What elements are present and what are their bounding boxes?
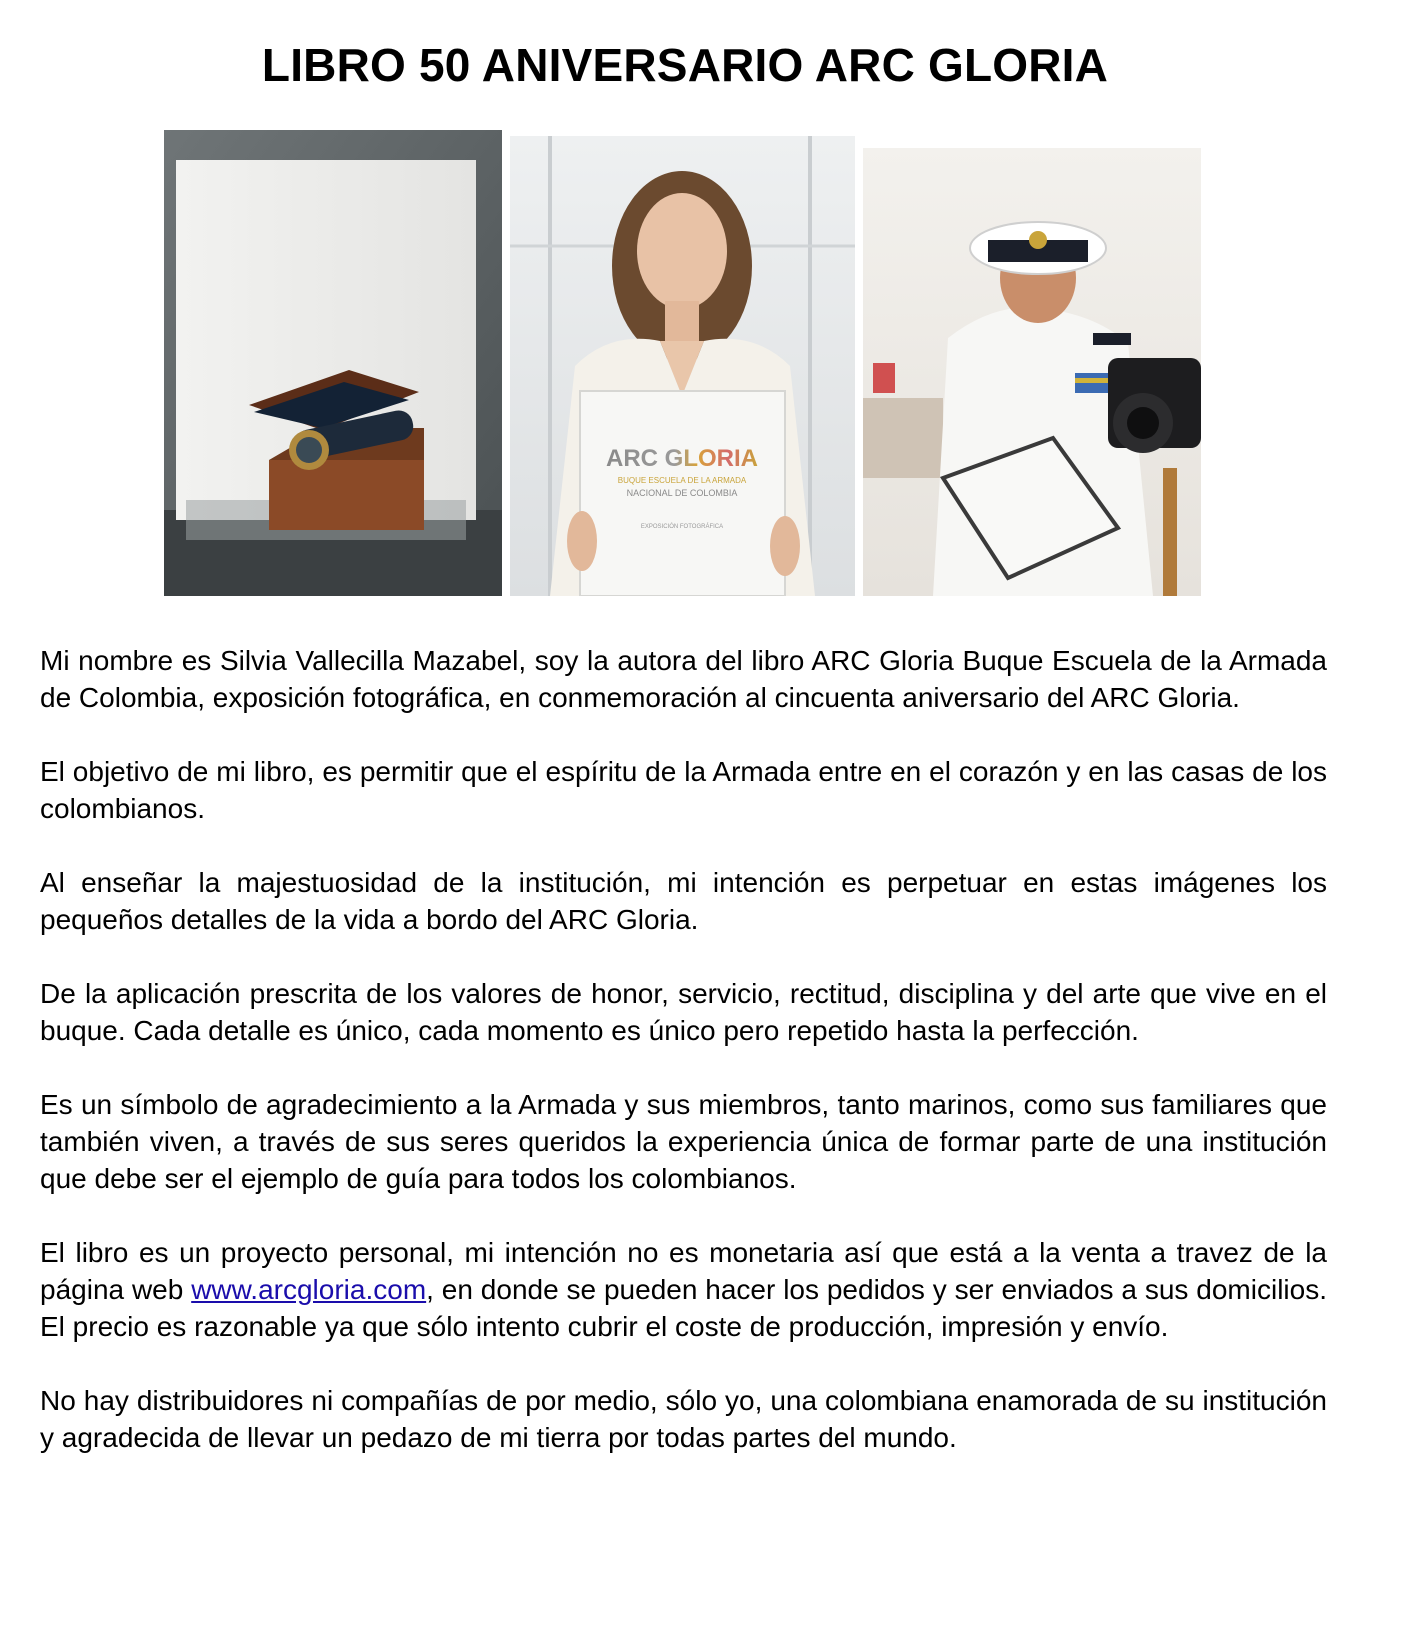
book-cover-subtitle-2: NACIONAL DE COLOMBIA [626, 488, 738, 498]
photo-author-holding-book [510, 136, 855, 596]
paragraph-7: No hay distribuidores ni compañías de por medio, sólo yo, una colombiana enamorada de su institución y agradecida de llevar un pedazo de mi tierra por todas partes del mundo. [40, 1385, 1327, 1453]
paragraph-6 [40, 1234, 1327, 1345]
paragraph-5: Es un símbolo de agradecimiento a la Armada y sus miembros, tanto marinos, como sus familiares que también viven, a través de sus seres queridos la experiencia única de formar parte de una institución que debe ser el ejemplo de guía para todos los colombianos. [40, 1089, 1327, 1194]
paragraph-3: Al enseñar la majestuosidad de la institución, mi intención es perpetuar en estas imágenes los pequeños detalles de la vida a bordo del ARC Gloria. [40, 867, 1327, 935]
paragraph-4: De la aplicación prescrita de los valores de honor, servicio, rectitud, disciplina y del arte que vive en el buque. Cada detalle es único, cada momento es único pero repetido hasta la perfección. [40, 978, 1327, 1046]
page-title: LIBRO 50 ANIVERSARIO ARC GLORIA [261, 39, 1109, 91]
paragraph-2: El objetivo de mi libro, es permitir que el espíritu de la Armada entre en el corazón y en las casas de los colombianos. [40, 756, 1327, 824]
paragraph-6-end: , en donde se pueden hacer los pedidos y ser enviados a sus domicilios. El precio es razonable ya que sólo intento cubrir el coste de producción, impresión y envío. [40, 1274, 1327, 1342]
book-cover-title: ARC GLORIA [606, 445, 758, 472]
paragraph-1: Mi nombre es Silvia Vallecilla Mazabel, soy la autora del libro ARC Gloria Buque Escuela de la Armada de Colombia, exposición fotográfica, en conmemoración al cincuenta aniversario del ARC Gloria. [40, 645, 1327, 713]
photo-book-with-spyglass [164, 130, 502, 596]
website-link[interactable]: www.arcgloria.com [191, 1274, 427, 1305]
paragraph-6-start: El libro es un proyecto personal, mi intención no es monetaria así que está a la venta a travez de la página web [40, 1237, 1327, 1305]
article-body [40, 642, 1327, 1493]
book-cover-subtitle-1: BUQUE ESCUELA DE LA ARMADA [617, 476, 747, 485]
book-cover-caption: EXPOSICIÓN FOTOGRÁFICA [640, 524, 724, 530]
photo-officer-with-book [863, 148, 1201, 596]
